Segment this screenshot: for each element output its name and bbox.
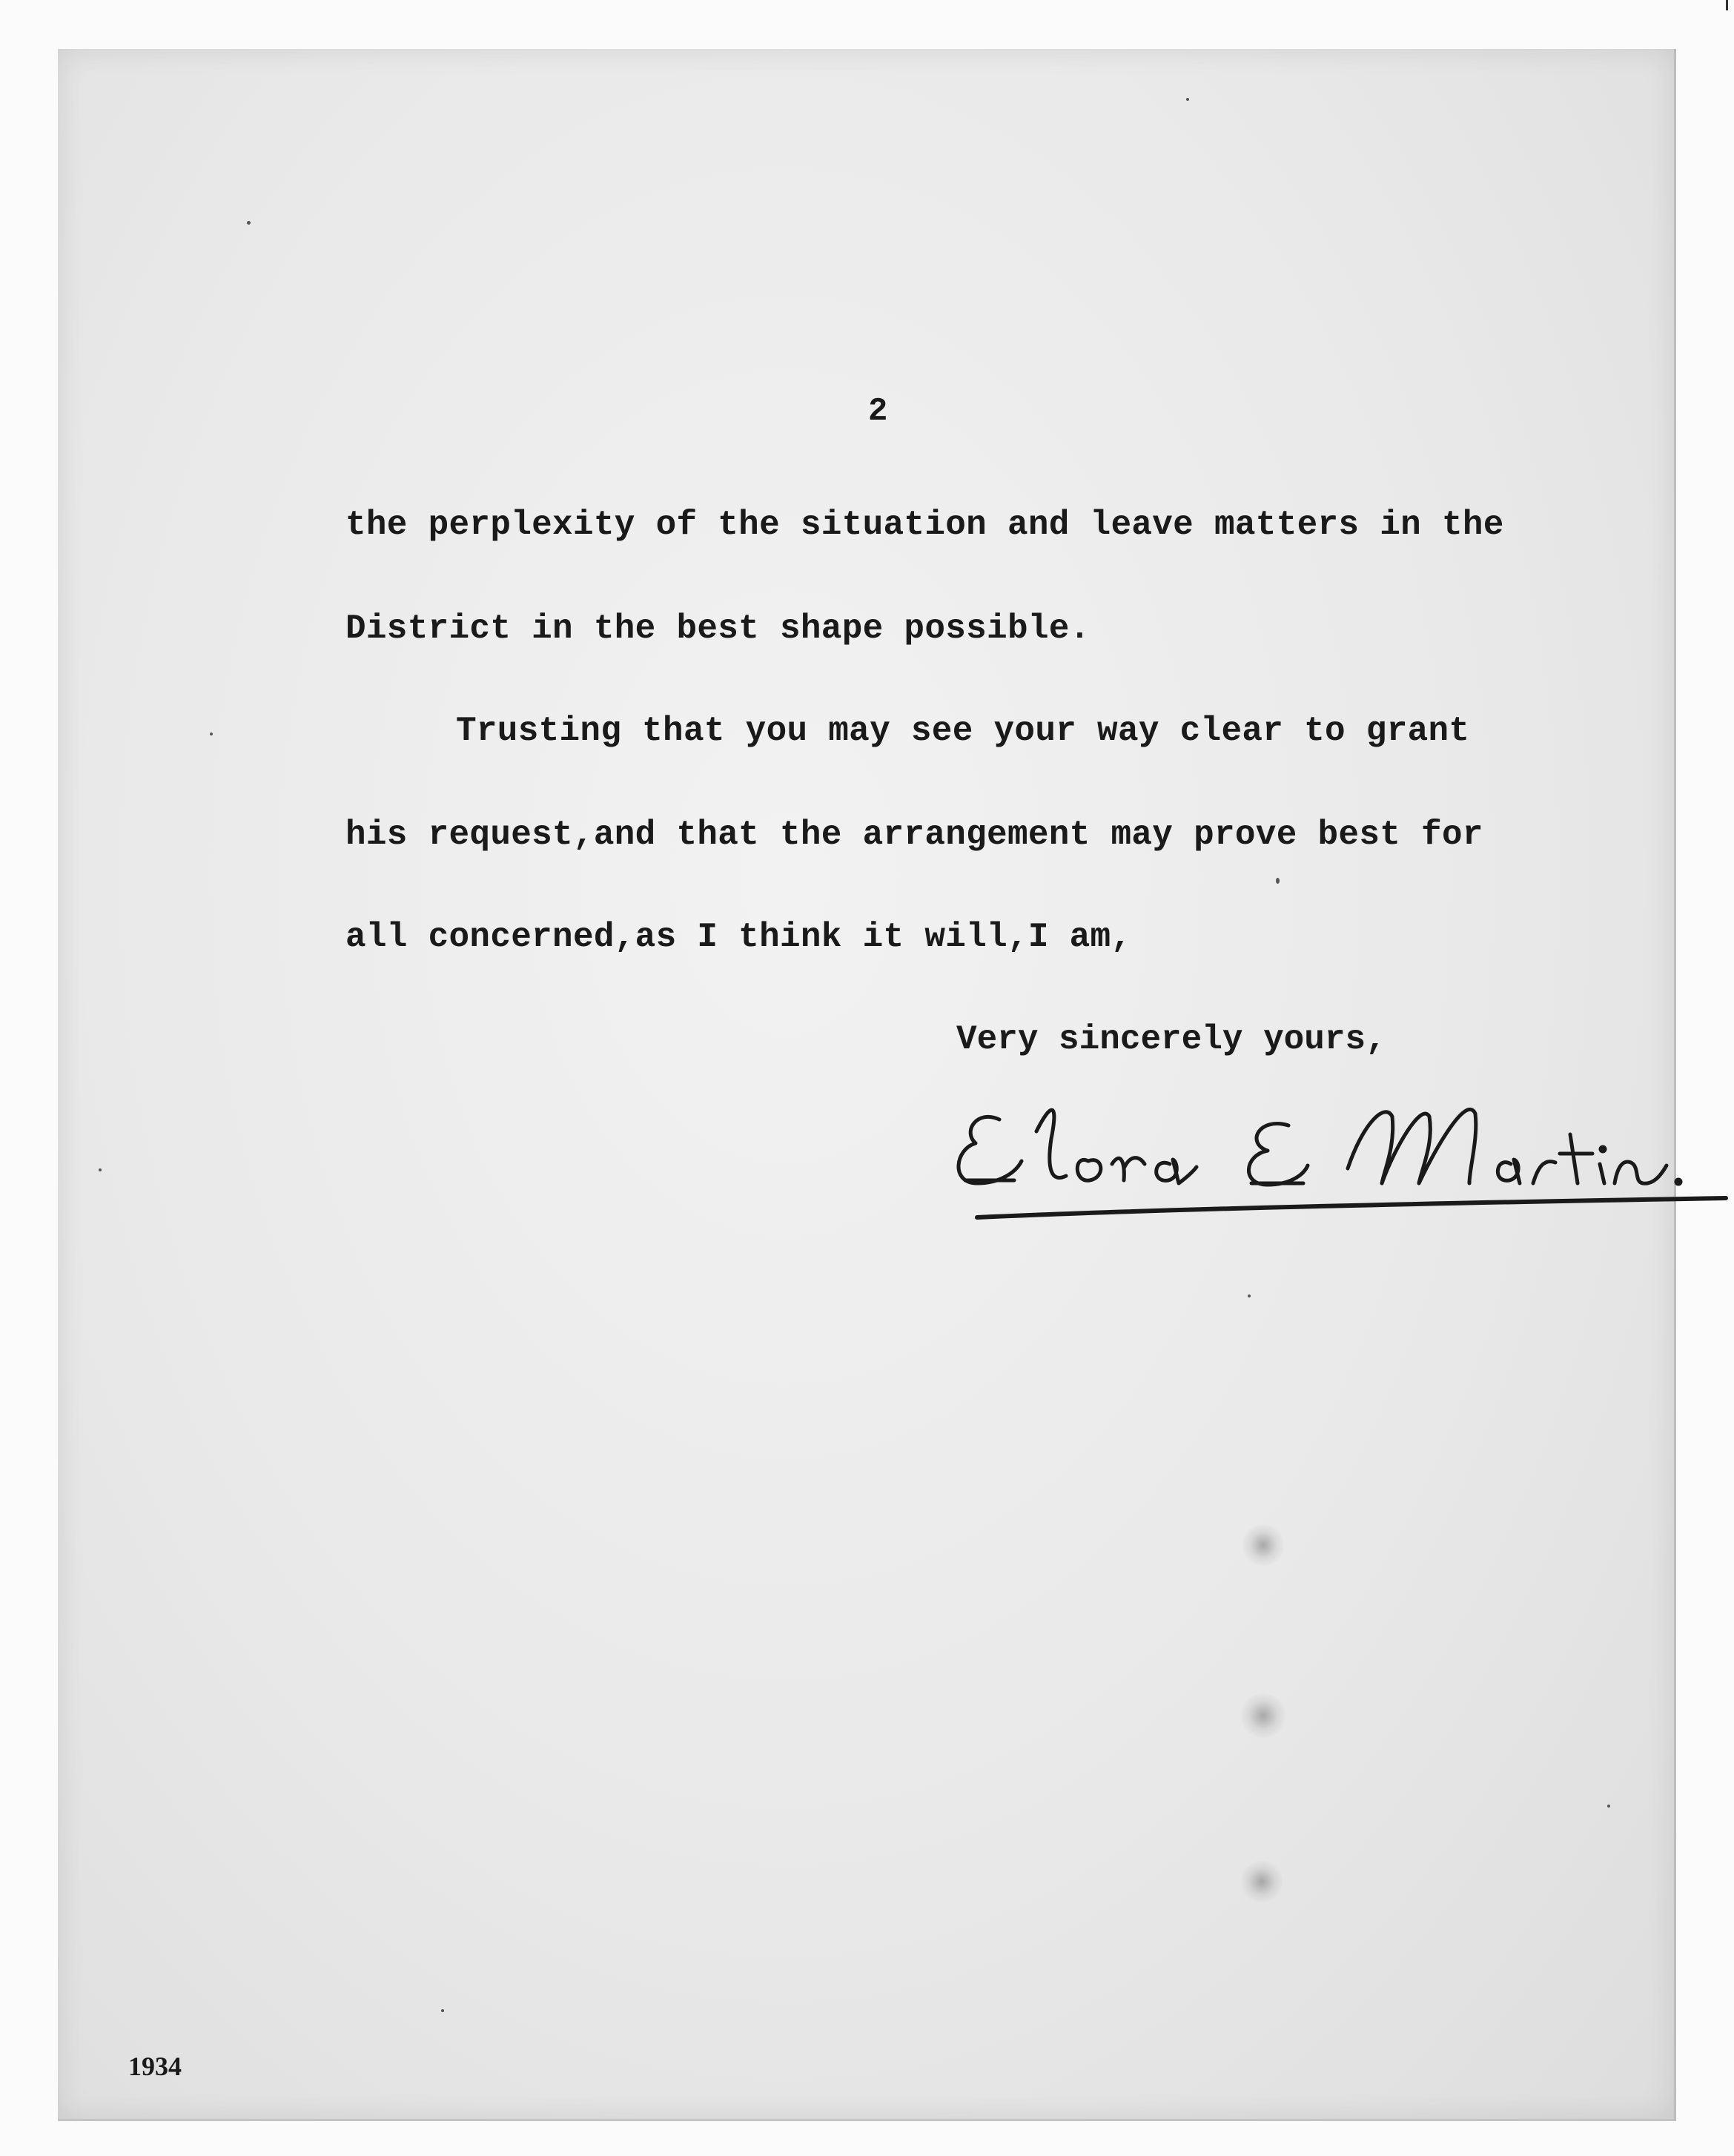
scan-edge-mark — [1726, 0, 1728, 10]
scan-speck — [247, 221, 251, 225]
archive-page-number: 1934 — [128, 2051, 182, 2081]
body-line-4: his request,and that the arrangement may prove best for — [345, 816, 1483, 854]
body-line-2: District in the best shape possible. — [345, 609, 1091, 648]
scan-speck — [1186, 98, 1189, 101]
scan-speck — [441, 2009, 444, 2012]
scan-smudge — [1241, 1693, 1285, 1738]
closing-salutation: Very sincerely yours, — [956, 1020, 1386, 1059]
body-line-5: all concerned,as I think it will,I am, — [345, 918, 1132, 956]
scan-speck — [210, 733, 213, 735]
body-line-3: Trusting that you may see your way clear to grant — [456, 712, 1470, 750]
letter-page — [58, 49, 1676, 2121]
scan-speck — [1607, 1805, 1610, 1808]
scan-speck — [1248, 1294, 1251, 1297]
handwritten-signature — [947, 1072, 1733, 1220]
page-number: 2 — [868, 393, 888, 430]
scan-smudge — [1241, 1861, 1283, 1902]
body-line-1: the perplexity of the situation and leave matters in the — [345, 506, 1504, 544]
scan-speck — [99, 1168, 102, 1171]
scan-smudge — [1242, 1524, 1284, 1566]
scan-speck — [1276, 878, 1280, 884]
